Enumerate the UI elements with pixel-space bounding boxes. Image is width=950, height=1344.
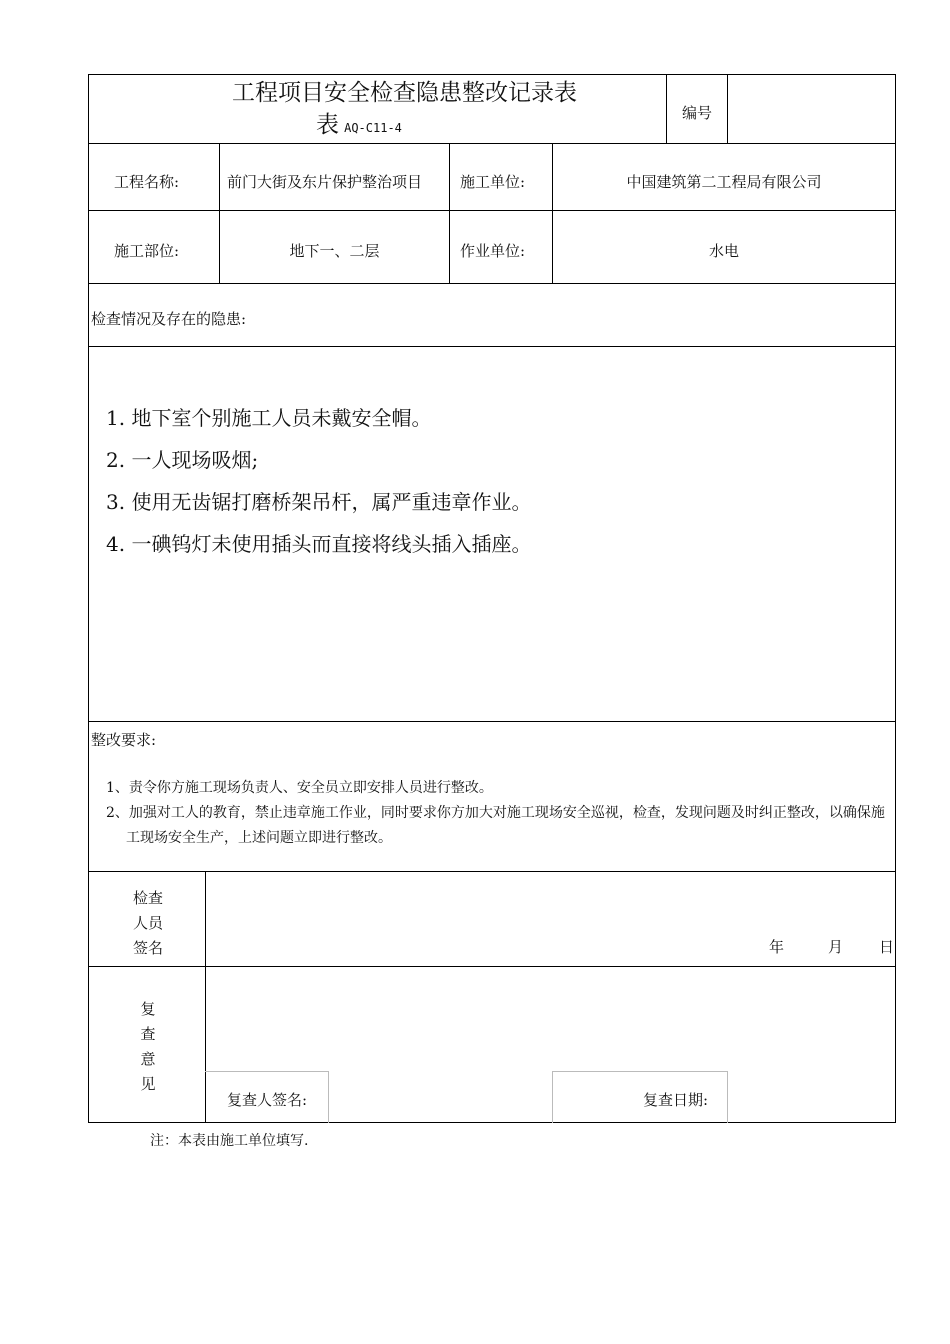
form-left-border	[88, 74, 89, 1123]
hazard-item: 3. 使用无齿锯打磨桥架吊杆，属严重违章作业。	[106, 490, 532, 514]
project-name-value: 前门大街及东片保护整治项目	[227, 173, 423, 191]
work-unit-label: 作业单位:	[460, 242, 526, 260]
project-name-label: 工程名称:	[114, 173, 180, 191]
form-code: AQ-C11-4	[344, 121, 402, 135]
sign-year: 年	[769, 938, 785, 956]
contractor-label: 施工单位:	[460, 173, 526, 191]
work-unit-value: 水电	[708, 242, 739, 260]
reviewer-cell-right	[328, 1071, 329, 1123]
col-divider	[552, 143, 553, 284]
contractor-value: 中国建筑第二工程局有限公司	[626, 173, 822, 191]
review-opinion-field[interactable]	[206, 970, 894, 1068]
form-subtitle	[316, 106, 402, 139]
hazard-list	[106, 403, 531, 571]
number-label: 编号	[682, 104, 713, 122]
row-divider	[88, 143, 896, 144]
rectification-list	[106, 776, 892, 851]
date-cell-left	[552, 1071, 553, 1123]
row-divider	[88, 210, 896, 211]
hazard-item: 1. 地下室个别施工人员未戴安全帽。	[106, 406, 432, 430]
hazard-item: 4. 一碘钨灯未使用插头而直接将线头插入插座。	[106, 532, 532, 556]
inspector-label: 检查 人员 签名	[132, 889, 163, 957]
sign-day: 日	[879, 938, 895, 956]
row-divider	[88, 721, 896, 722]
location-label: 施工部位:	[114, 242, 180, 260]
row-divider	[88, 966, 896, 967]
reviewer-signature-label: 复查人签名:	[227, 1091, 308, 1109]
sign-month: 月	[828, 938, 844, 956]
row-divider	[88, 283, 896, 284]
hazard-item: 2. 一人现场吸烟;	[106, 448, 259, 472]
col-divider	[449, 143, 450, 284]
row-divider	[88, 871, 896, 872]
rectification-item: 1、责令你方施工现场负责人、安全员立即安排人员进行整改。	[106, 780, 493, 796]
inspection-heading: 检查情况及存在的隐患:	[91, 310, 247, 328]
footer-note: 注：本表由施工单位填写.	[150, 1133, 309, 1149]
inspector-signature-field[interactable]	[206, 875, 886, 935]
row-divider	[88, 346, 896, 347]
rectification-item: 2、加强对工人的教育，禁止违章施工作业，同时要求你方加大对施工现场安全巡视，检查，发现问题及时纠正整改，以确保施工现场安全生产，上述问题立即进行整改。	[106, 805, 885, 846]
form-title: 工程项目安全检查隐患整改记录表	[232, 80, 577, 106]
review-date-label: 复查日期:	[643, 1091, 709, 1109]
reviewer-cell-top	[205, 1071, 328, 1072]
subtitle-prefix: 表	[316, 112, 339, 138]
date-cell-right	[727, 1071, 728, 1123]
location-value: 地下一、二层	[289, 242, 380, 260]
review-opinion-label: 复 查 意 见	[140, 1000, 156, 1093]
date-cell-top	[552, 1071, 728, 1072]
form-bottom-border	[88, 1122, 896, 1123]
form-right-border	[895, 74, 896, 1123]
col-divider	[219, 143, 220, 284]
col-divider	[727, 74, 728, 144]
rectification-heading: 整改要求:	[91, 731, 157, 749]
col-divider	[666, 74, 667, 144]
